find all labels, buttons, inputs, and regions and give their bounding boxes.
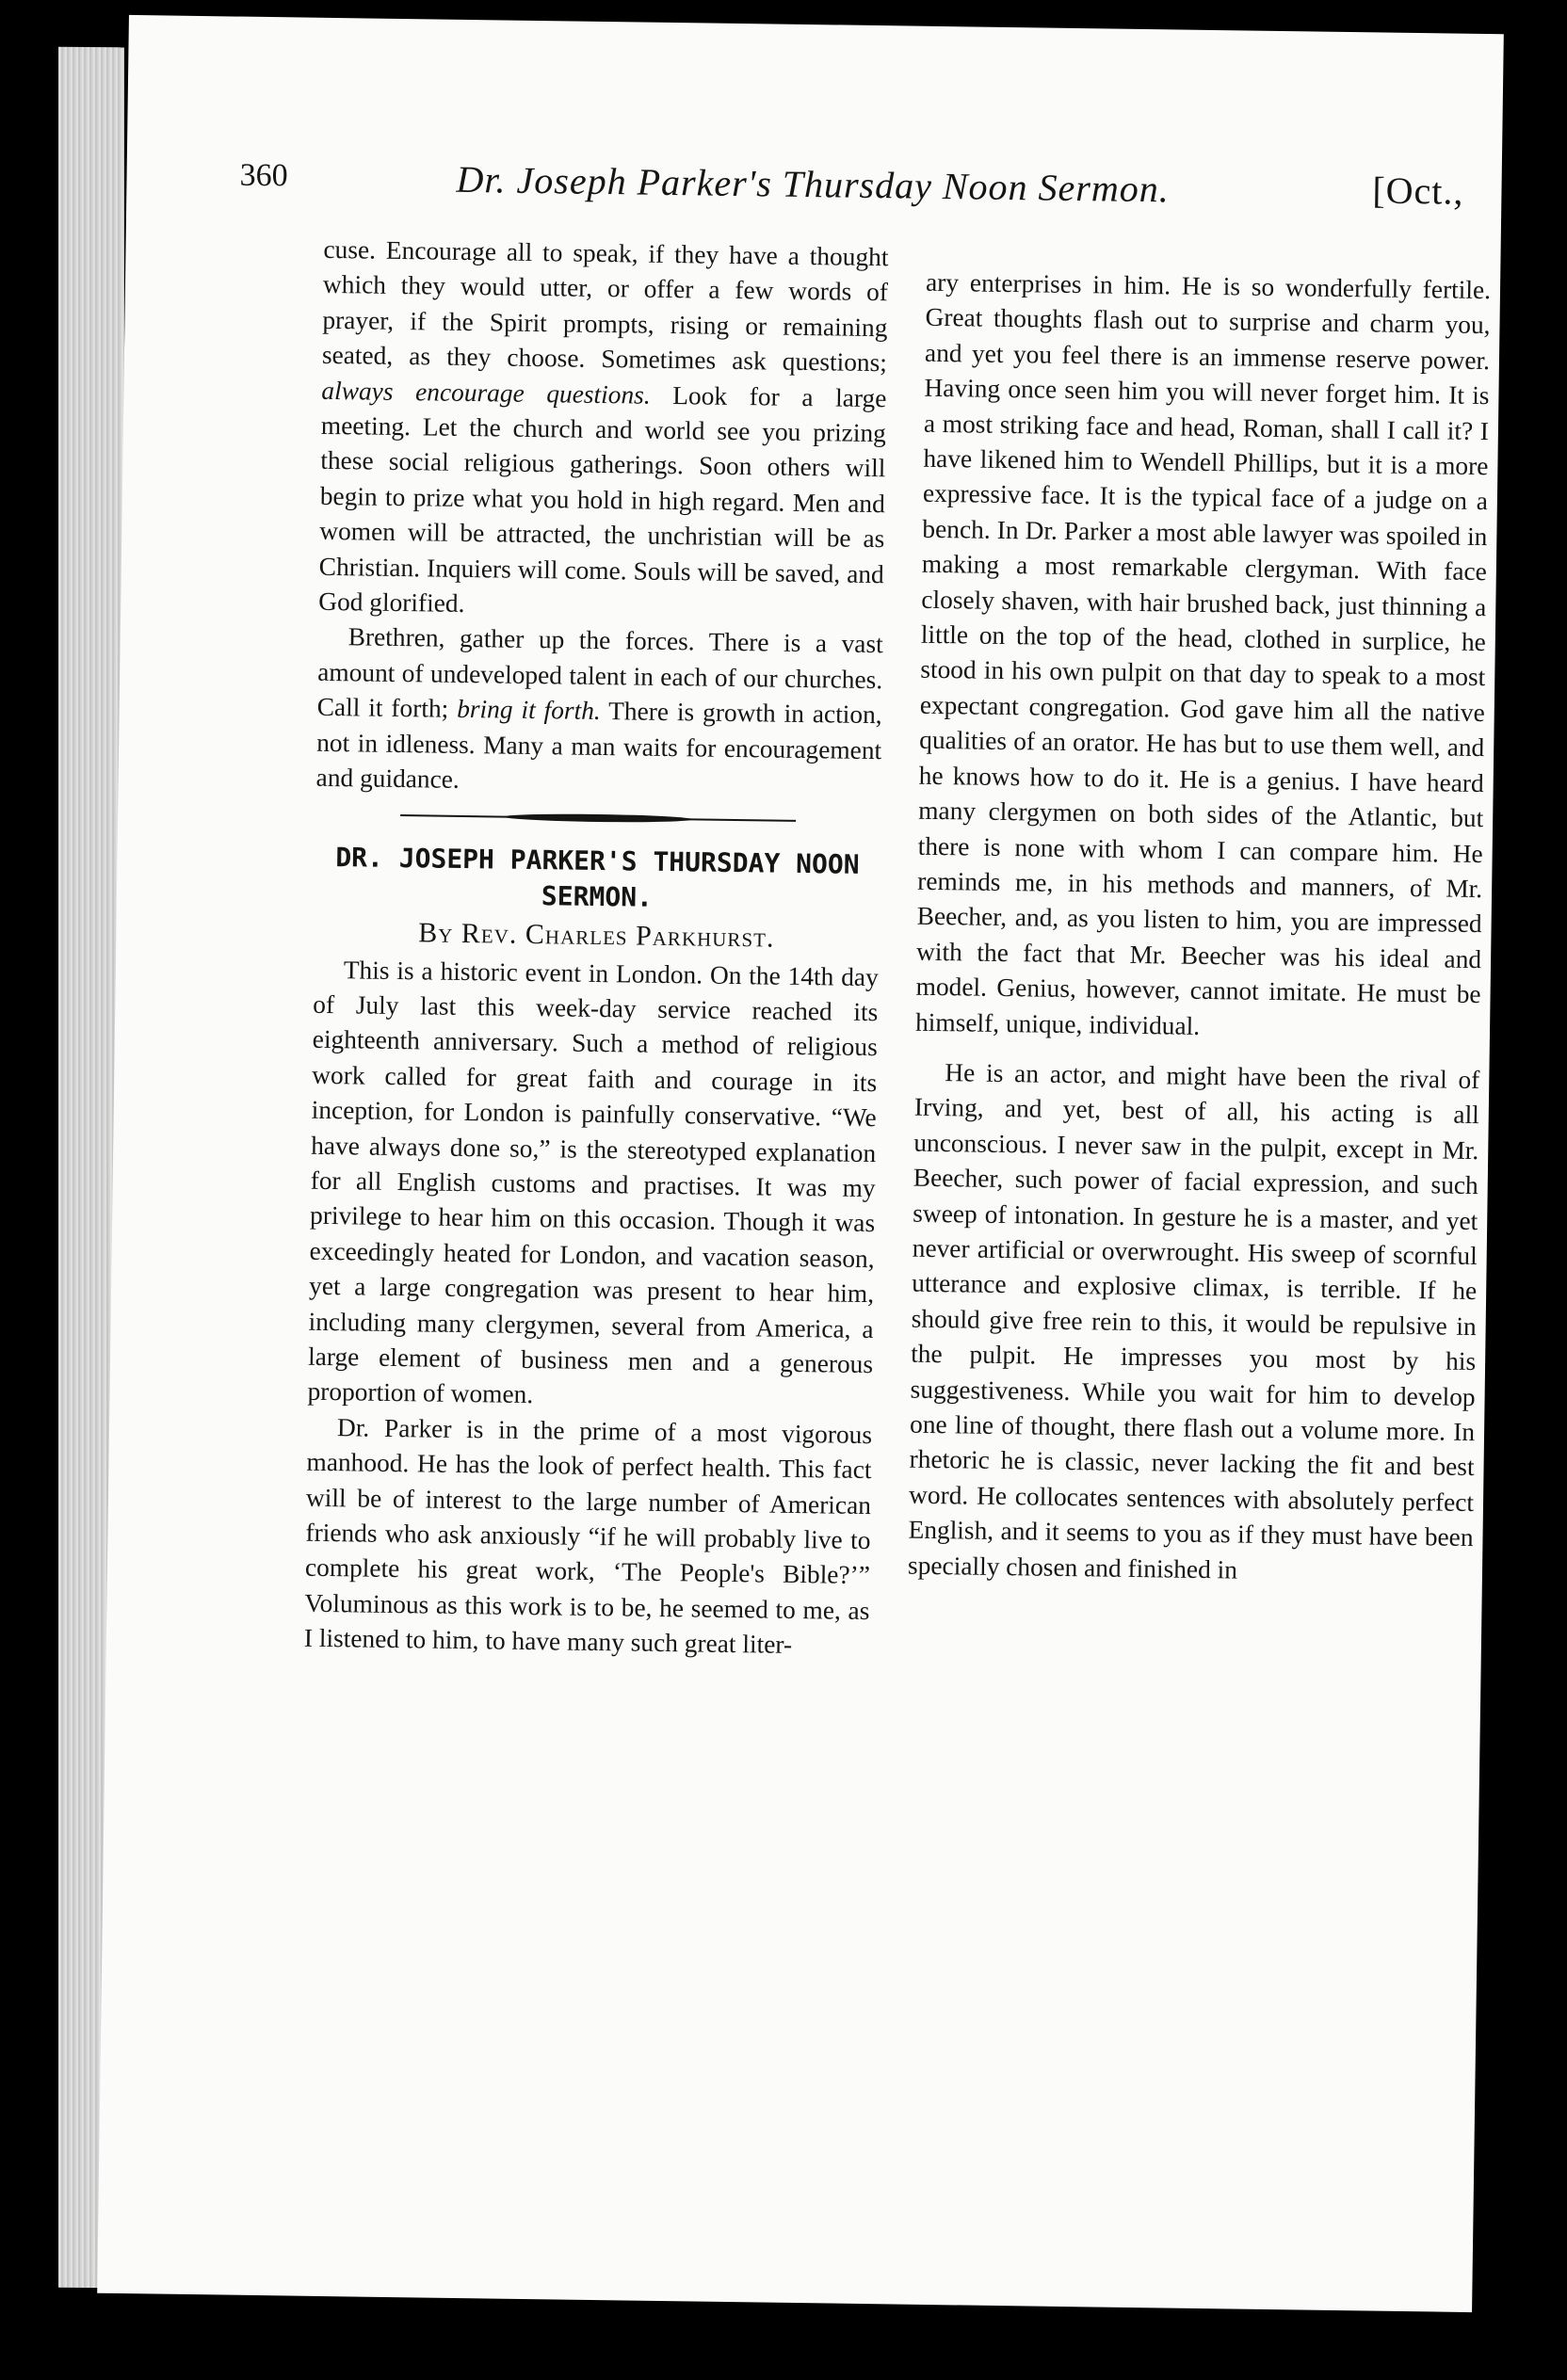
running-head [239, 158, 1464, 232]
article-title: DR. JOSEPH PARKER'S THURSDAY NOON SERMON. [335, 841, 860, 913]
right-column [908, 265, 1491, 1591]
paragraph-prime-manhood: Dr. Parker is in the prime of a most vigorous manhood. He has the look of perfect health. This fact will be of interest to the large number of American friends who ask anxiously “if he will probably live to complete his great work, ‘The People's Bible?’” Voluminous as this work is to be, he seemed to me, as I listened to him, to have many such great liter- [303, 1412, 873, 1660]
running-title: Dr. Joseph Parker's Thursday Noon Sermon. [456, 157, 1171, 211]
paragraph-encourage: cuse. Encourage all to speak, if they have a thought which they would utter, or offer a few words of prayer, if the Spirit prompts, rising or remaining seated, as they choose. Sometimes ask questions; always encourage questions. Look for a large meeting. Let the church and world see you prizing these social religious gatherings. Soon others will begin to prize what you hold in high regard. Men and women will be attracted, the unchristian will be as Christian. Inquiers will come. Souls will be saved, and God glorified. [318, 234, 889, 619]
running-month: [Oct., [1372, 169, 1464, 213]
section-divider [400, 814, 796, 822]
article-byline: By Rev. Charles Parkhurst. [418, 916, 775, 954]
emphasis-bring-it-forth: bring it forth. [456, 695, 601, 726]
paragraph-fertile: ary enterprises in him. He is so wonderfully fertile. Great thoughts flash out to surprise and charm you, and yet you feel there is an immense reserve power. Having once seen him you will never forget him. It is a most striking face and head, Roman, shall I call it? I have likened him to Wendell Phillips, but it is a more expressive face. It is the typical face of a judge on a bench. In Dr. Parker a most able lawyer was spoiled in making a most remarkable clergyman. With face closely shaven, with hair brushed back, just thinning a little on the top of the head, clothed in surplice, he stood in his own pulpit on that day to speak to a most expectant congregation. God gave him all the native qualities of an orator. He has but to use them well, and he knows how to do it. He is a genius. I have heard many clergymen on both sides of the Atlantic, but there is none with whom I can compare him. He reminds me, in his methods and manners, of Mr. Beecher, and, as you listen to him, you are impressed with the fact that Mr. Beecher was his ideal and model. Genius, however, cannot imitate. He must be himself, unique, individual. [914, 267, 1492, 1040]
paragraph-brethren: Brethren, gather up the forces. There is a vast amount of undeveloped talent in each of our churches. Call it forth; bring it forth. There is growth in action, not in idleness. Many a man waits for encouragement and guidance. [315, 622, 883, 794]
paragraph-actor: He is an actor, and might have been the rival of Irving, and yet, best of all, his acting is all unconscious. I never saw in the pulpit, except in Mr. Beecher, such power of facial expression, and such sweep of intonation. In gesture he is a master, and yet never artificial or overwrought. His sweep of scornful utterance and explosive climax, is terrible. If he should give free rein to this, it would be repulsive in the pulpit. He impresses you most by his suggestiveness. While you wait for him to develop one line of thought, there flash out a volume more. In rhetoric he is classic, never lacking the fit and best word. He collocates sentences with absolutely perfect English, and it seems to you as if they must have been specially chosen and finished in [907, 1058, 1480, 1584]
emphasis-always-encourage: always encourage questions. [321, 376, 651, 410]
page-number: 360 [239, 157, 288, 194]
book-page [97, 15, 1504, 2312]
paragraph-historic-event: This is a historic event in London. On the 14th day of July last this week-day service reached its eighteenth anniversary. Such a method of religious work called for great faith and courage in its inception, for London is painfully conservative. “We have always done so,” is the stereotyped explanation for all English customs and practises. It was my privilege to hear him on this occasion. Though it was exceedingly heated for London, and vacation season, yet a large congregation was present to hear him, including many clergymen, several from America, a large element of business men and a generous proportion of women. [307, 955, 879, 1409]
left-column [304, 233, 889, 1664]
